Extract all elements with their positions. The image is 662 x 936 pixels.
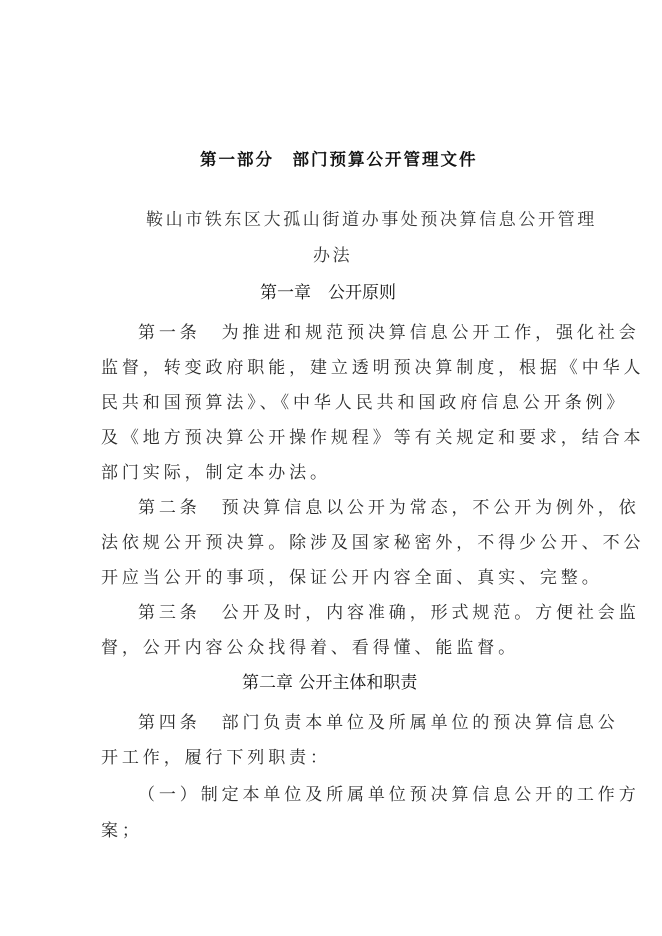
item-1-line-2: 案； bbox=[101, 821, 143, 841]
article-4-line-1: 第四条 部门负责本单位及所属单位的预决算信息公 bbox=[138, 713, 619, 733]
chapter-2-heading: 第二章 公开主体和职责 bbox=[242, 673, 418, 693]
item-1-line-1: （一）制定本单位及所属单位预决算信息公开的工作方 bbox=[138, 785, 640, 805]
document-title-line-2: 办法 bbox=[313, 246, 353, 266]
article-1-line-4: 及《地方预决算公开操作规程》等有关规定和要求，结合本 bbox=[101, 428, 645, 448]
article-1-line-3: 民共和国预算法》、《中华人民共和国政府信息公开条例》 bbox=[101, 393, 628, 413]
article-1-line-2: 监督，转变政府职能，建立透明预决算制度，根据《中华人 bbox=[101, 358, 645, 378]
article-4-line-2: 开工作，履行下列职责： bbox=[101, 748, 331, 768]
article-3-line-1: 第三条 公开及时，内容准确，形式规范。方便社会监 bbox=[138, 603, 640, 623]
article-2-line-2: 法依规公开预决算。除涉及国家秘密外，不得少公开、不公 bbox=[101, 533, 645, 553]
document-title-line-1: 鞍山市铁东区大孤山街道办事处预决算信息公开管理 bbox=[146, 210, 597, 230]
part-title: 第一部分 部门预算公开管理文件 bbox=[200, 150, 478, 169]
article-1-line-5: 部门实际，制定本办法。 bbox=[101, 463, 331, 483]
article-2-line-1: 第二条 预决算信息以公开为常态，不公开为例外，依 bbox=[138, 498, 640, 518]
chapter-1-heading: 第一章 公开原则 bbox=[260, 283, 396, 303]
article-2-line-3: 开应当公开的事项，保证公开内容全面、真实、完整。 bbox=[101, 568, 603, 588]
article-3-line-2: 督，公开内容公众找得着、看得懂、能监督。 bbox=[101, 638, 519, 658]
article-1-line-1: 第一条 为推进和规范预决算信息公开工作，强化社会 bbox=[138, 323, 640, 343]
